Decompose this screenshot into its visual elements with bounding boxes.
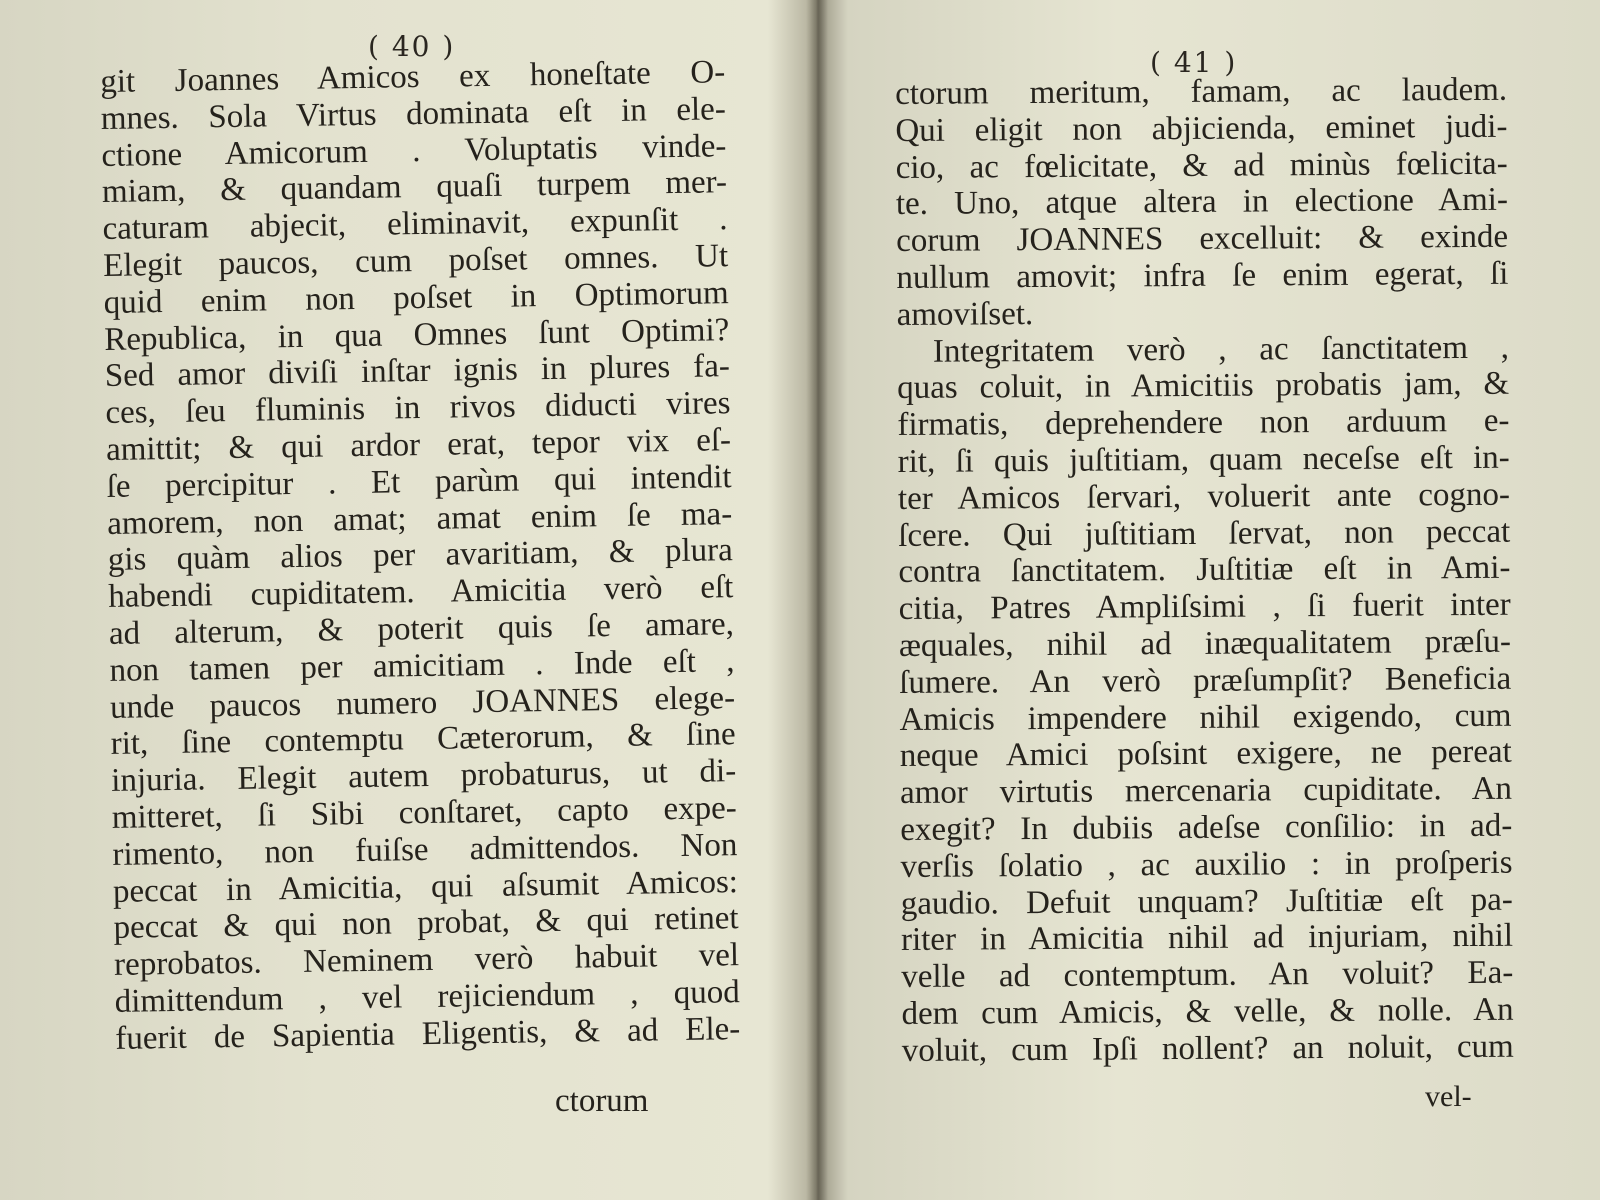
text-line: mitteret, ſi Sibi conſtaret, capto expe- — [111, 790, 738, 836]
text-line: ter Amicos ſervari, voluerit ante cogno- — [897, 476, 1511, 517]
text-line: Amicis impendere nihil exigendo, cum — [899, 697, 1512, 738]
text-line: Qui eligit non abjicienda, eminet judi- — [895, 108, 1508, 149]
text-line: amoviſset. — [896, 295, 1034, 333]
text-line: unde paucos numero JOANNES elege- — [109, 679, 736, 726]
text-line: gaudio. Defuit unquam? Juſtitiæ eſt pa- — [900, 881, 1513, 922]
text-line: injuria. Elegit autem probaturus, ut di- — [110, 753, 737, 800]
text-line: ſe percipitur . Et parùm qui intendit — [106, 458, 732, 505]
text-line: caturam abjecit, eliminavit, expunſit . — [102, 201, 728, 248]
text-line: Elegit paucos, cum poſset omnes. Ut — [102, 238, 729, 284]
text-line: cio, ac fœlicitate, & ad minùs fœlicita- — [895, 145, 1508, 186]
text-line: contra ſanctitatem. Juſtitiæ eſt in Ami- — [898, 550, 1511, 591]
catchword-right: vel- — [1425, 1080, 1472, 1113]
text-line: fuerit de Sapientia Eligentis, & ad Ele- — [115, 1010, 741, 1057]
text-line: mnes. Sola Virtus dominata eſt in ele- — [100, 90, 727, 137]
text-line: peccat in Amicitia, qui aſsumit Amicos: — [112, 863, 739, 910]
text-line: gis quàm alios per avaritiam, & plura — [107, 532, 734, 579]
text-line: ctione Amicorum . Voluptatis vinde- — [101, 127, 727, 174]
right-page-text — [895, 72, 1514, 1070]
text-line: rit, ſi quis juſtitiam, quam neceſse eſt in- — [897, 439, 1510, 480]
left-page-text — [100, 54, 741, 1057]
text-line: riter in Amicitia nihil ad injuriam, nihil — [900, 918, 1514, 959]
page-number-right: ( 41 ) — [1150, 46, 1238, 79]
text-line: Sed amor diviſi inſtar ignis in plures fa- — [104, 348, 731, 395]
text-line: corum JOANNES excelluit: & exinde — [896, 218, 1509, 260]
text-line: neque Amici poſsint exigere, ne pereat — [899, 734, 1512, 775]
text-line: peccat & qui non probat, & qui retinet — [113, 900, 739, 947]
text-line: velle ad contemptum. An voluit? Ea- — [901, 954, 1514, 996]
page-number-left: ( 40 ) — [368, 30, 456, 63]
text-line: rit, ſine contemptu Cæterorum, & ſine — [110, 716, 736, 763]
text-line: amittit; & qui ardor erat, tepor vix eſ- — [105, 422, 732, 468]
text-line: git Joannes Amicos ex honeſtate O- — [100, 54, 726, 100]
catchword-left: ctorum — [555, 1083, 649, 1119]
text-line: non tamen per amicitiam . Inde eſt , — [109, 642, 735, 689]
text-line: nullum amovit; infra ſe enim egerat, ſi — [896, 255, 1509, 296]
text-line: Integritatem verò , ac ſanctitatem , — [932, 329, 1510, 370]
text-line: miam, & quandam quaſi turpem mer- — [101, 164, 728, 211]
text-line: æquales, nihil ad inæqualitatem præſu- — [898, 623, 1512, 664]
text-line: exegit? In dubiis adeſse conſilio: in ad- — [900, 807, 1513, 848]
text-line: habendi cupiditatem. Amicitia verò eſt — [108, 569, 734, 616]
text-line: dem cum Amicis, & velle, & nolle. An — [901, 991, 1514, 1032]
text-line: voluit, cum Ipſi nollent? an noluit, cum — [901, 1028, 1514, 1069]
text-line: Republica, in qua Omnes ſunt Optimi? — [104, 311, 730, 358]
text-line: ſcere. Qui juſtitiam ſervat, non peccat — [898, 513, 1511, 554]
text-line: reprobatos. Neminem verò habuit vel — [113, 937, 740, 984]
text-line: citia, Patres Ampliſsimi , ſi fuerit inter — [898, 586, 1511, 628]
text-line: ctorum meritum, famam, ac laudem. — [895, 71, 1508, 112]
text-line: firmatis, deprehendere non arduum e- — [897, 402, 1510, 444]
text-line: ad alterum, & poterit quis ſe amare, — [108, 606, 735, 652]
text-line: quid enim non poſset in Optimorum — [103, 274, 729, 321]
text-line: quas coluit, in Amicitiis probatis jam, & — [897, 366, 1510, 407]
text-line: te. Uno, atque altera in electione Ami- — [895, 182, 1509, 223]
text-line: dimittendum , vel rejiciendum , quod — [114, 973, 740, 1020]
text-line: amor virtutis mercenaria cupiditate. An — [899, 770, 1513, 812]
text-line: ces, ſeu fluminis in rivos diducti vires — [105, 385, 731, 432]
text-line: ſumere. An verò præſumpſit? Beneficia — [899, 660, 1512, 701]
text-line: rimento, non fuiſse admittendos. Non — [112, 826, 738, 873]
text-line: amorem, non amat; amat enim ſe ma- — [106, 495, 733, 542]
text-line: verſis ſolatio , ac auxilio : in proſperis — [900, 844, 1513, 885]
